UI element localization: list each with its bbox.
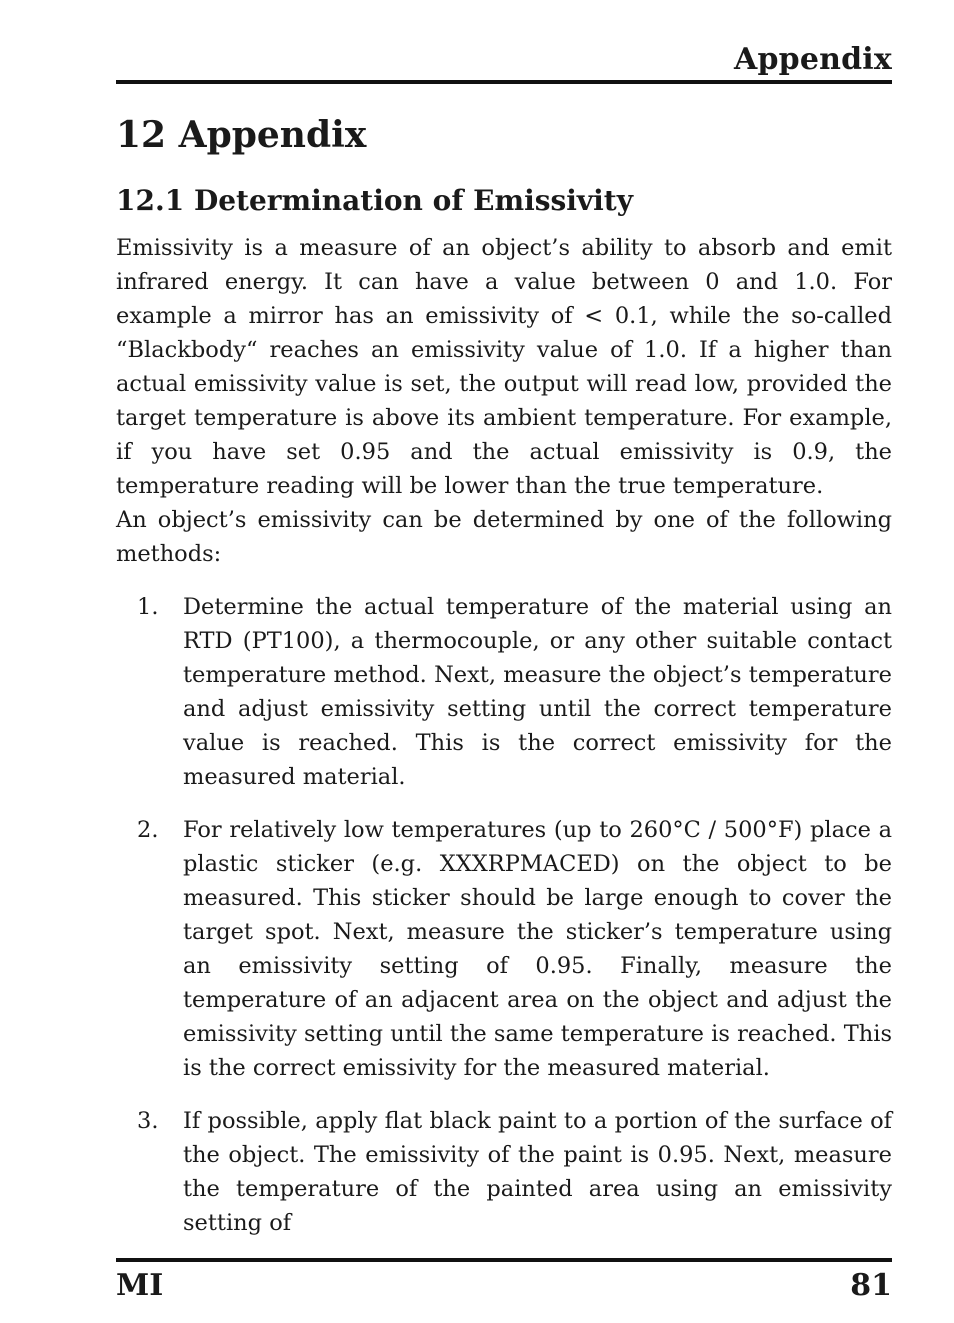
list-item bbox=[116, 813, 892, 1085]
list-item-text: Determine the actual temperature of the material using an RTD (PT100), a thermocouple, or any other suitable contact temperature method. Next, measure the object’s temperature and adjust emissivity setting until the correct temperature value is reached. This is the correct emissivity for the measured material. bbox=[183, 594, 892, 790]
page bbox=[116, 0, 892, 1323]
footer-rule bbox=[116, 1258, 892, 1262]
list-item-text: For relatively low temperatures (up to 260°C / 500°F) place a plastic sticker (e.g. XXXRPMACED) on the object to be measured. This sticker should be large enough to cover the target spot. Next, measure the sticker’s temperature using an emissivity setting of 0.95. Finally, measure the temperature of an adjacent area on the object and adjust the emissivity setting until the same temperature is reached. This is the correct emissivity for the measured material. bbox=[183, 817, 892, 1081]
paragraph: Emissivity is a measure of an object’s ability to absorb and emit infrared energy. It can have a value between 0 and 1.0. For example a mirror has an emissivity of < 0.1, while the so-called “Blackbody“ reaches an emissivity value of 1.0. If a higher than actual emissivity value is set, the output will read low, provided the target temperature is above its ambient temperature. For example, if you have set 0.95 and the actual emissivity is 0.9, the temperature reading will be lower than the true temperature. bbox=[116, 235, 892, 499]
body-text bbox=[116, 231, 892, 571]
list-item bbox=[116, 1104, 892, 1240]
paragraph: An object’s emissivity can be determined by one of the following methods: bbox=[116, 507, 892, 567]
running-header: Appendix bbox=[734, 42, 892, 77]
list-item-number: 3. bbox=[137, 1108, 159, 1134]
chapter-title: 12 Appendix bbox=[116, 114, 367, 156]
list-item-number: 2. bbox=[137, 817, 159, 843]
methods-list bbox=[116, 590, 892, 1259]
list-item-number: 1. bbox=[137, 594, 159, 620]
page-number: 81 bbox=[850, 1268, 892, 1303]
list-item-text: If possible, apply flat black paint to a portion of the surface of the object. The emissivity of the paint is 0.95. Next, measure the temperature of the painted area using an emissivity setting of bbox=[183, 1108, 892, 1236]
list-item bbox=[116, 590, 892, 794]
header-rule bbox=[116, 80, 892, 84]
section-title: 12.1 Determination of Emissivity bbox=[116, 184, 634, 217]
footer-model: MI bbox=[116, 1268, 164, 1303]
